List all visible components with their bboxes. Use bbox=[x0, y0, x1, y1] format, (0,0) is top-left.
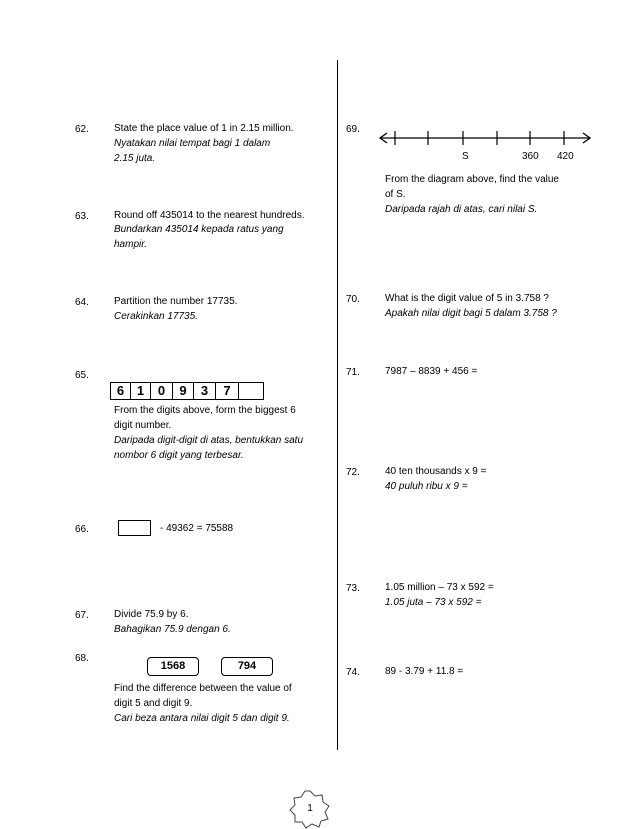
number-line-label-420: 420 bbox=[557, 151, 574, 162]
question-text-en: What is the digit value of 5 in 3.758 ? bbox=[385, 293, 549, 304]
page-number: 1 bbox=[307, 803, 313, 814]
equation-text: 89 - 3.79 + 11.8 = bbox=[385, 666, 464, 677]
digit-card: 9 bbox=[172, 382, 194, 400]
question-text-ms: hampir. bbox=[114, 239, 147, 250]
digit-card: 0 bbox=[150, 382, 173, 400]
question-text-ms: Daripada digit-digit di atas, bentukkan satu bbox=[114, 435, 304, 446]
number-line-label-360: 360 bbox=[522, 151, 539, 162]
question-number: 72. bbox=[346, 467, 360, 478]
question-text-ms: Cari beza antara nilai digit 5 dan digit 9. bbox=[114, 713, 290, 724]
question-number: 68. bbox=[75, 653, 89, 664]
question-text-en: digit 5 and digit 9. bbox=[114, 698, 193, 709]
question-text-en: Divide 75.9 by 6. bbox=[114, 609, 189, 620]
question-number: 73. bbox=[346, 583, 360, 594]
question-text-ms: Nyatakan nilai tempat bagi 1 dalam bbox=[114, 138, 271, 149]
question-number: 69. bbox=[346, 124, 360, 135]
question-text-ms: Bundarkan 435014 kepada ratus yang bbox=[114, 224, 284, 235]
column-divider bbox=[337, 60, 338, 750]
digit-card: 7 bbox=[215, 382, 239, 400]
question-number: 70. bbox=[346, 294, 360, 305]
question-number: 65. bbox=[75, 370, 89, 381]
digit-card: 3 bbox=[193, 382, 216, 400]
question-number: 74. bbox=[346, 667, 360, 678]
question-text-en: 40 ten thousands x 9 = bbox=[385, 466, 487, 477]
question-text-ms: Cerakinkan 17735. bbox=[114, 311, 198, 322]
digit-card bbox=[238, 382, 264, 400]
question-number: 71. bbox=[346, 367, 360, 378]
question-number: 62. bbox=[75, 124, 89, 135]
question-text-ms: 2.15 juta. bbox=[114, 153, 156, 164]
question-text-en: From the diagram above, find the value bbox=[385, 174, 559, 185]
digit-card: 6 bbox=[110, 382, 131, 400]
question-text-ms: 40 puluh ribu x 9 = bbox=[385, 481, 468, 492]
question-number: 66. bbox=[75, 524, 89, 535]
number-card: 1568 bbox=[147, 657, 199, 676]
question-text-ms: Bahagikan 75.9 dengan 6. bbox=[114, 624, 231, 635]
question-text-en: Round off 435014 to the nearest hundreds. bbox=[114, 210, 305, 221]
question-text-en: digit number. bbox=[114, 420, 172, 431]
question-text-en: From the digits above, form the biggest 6 bbox=[114, 405, 296, 416]
question-text-en: Find the difference between the value of bbox=[114, 683, 292, 694]
question-text-en: Partition the number 17735. bbox=[114, 296, 238, 307]
question-text-ms: nombor 6 digit yang terbesar. bbox=[114, 450, 244, 461]
question-text-en: of S. bbox=[385, 189, 406, 200]
question-text-ms: Daripada rajah di atas, cari nilai S. bbox=[385, 204, 538, 215]
digit-card: 1 bbox=[130, 382, 151, 400]
number-line bbox=[376, 128, 596, 148]
number-line-label-s: S bbox=[462, 151, 469, 162]
equation-text: 7987 – 8839 + 456 = bbox=[385, 366, 478, 377]
question-text-ms: Apakah nilai digit bagi 5 dalam 3.758 ? bbox=[385, 308, 557, 319]
question-text-ms: 1.05 juta – 73 x 592 = bbox=[385, 597, 482, 608]
question-text-en: State the place value of 1 in 2.15 million. bbox=[114, 123, 294, 134]
equation-text: - 49362 = 75588 bbox=[160, 523, 234, 534]
question-text-en: 1.05 million – 73 x 592 = bbox=[385, 582, 494, 593]
question-number: 67. bbox=[75, 610, 89, 621]
question-number: 64. bbox=[75, 297, 89, 308]
number-card: 794 bbox=[221, 657, 273, 676]
answer-box bbox=[118, 520, 151, 536]
question-number: 63. bbox=[75, 211, 89, 222]
